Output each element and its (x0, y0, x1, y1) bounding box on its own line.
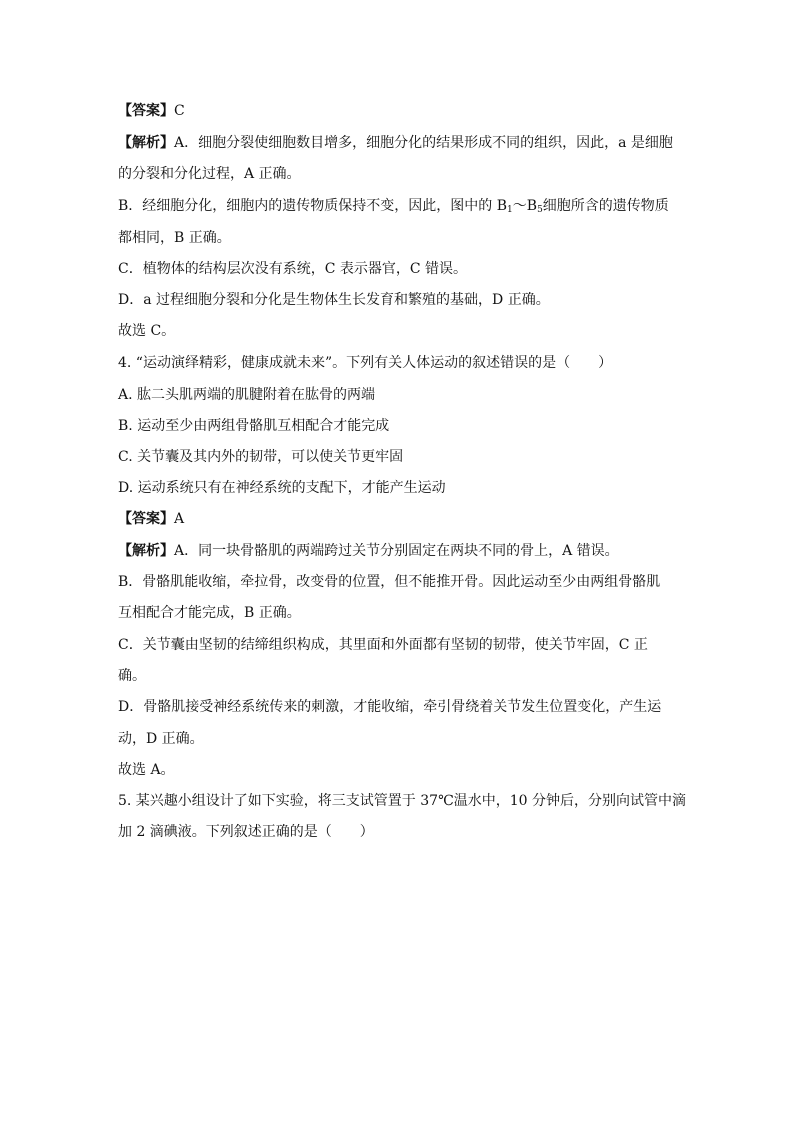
q3-analysis-line-d: D．a 过程细胞分裂和分化是生物体生长发育和繁殖的基础，D 正确。 (118, 292, 550, 308)
q5-stem-line-2: 加 2 滴碘液。下列叙述正确的是（ ） (118, 824, 374, 840)
q4-answer-line (118, 509, 184, 529)
q4-analysis-line-a (118, 541, 619, 561)
answer-label: 【答案】 (118, 103, 174, 119)
q4-analysis-line-d-cont: 动，D 正确。 (118, 731, 204, 747)
q4-option-b: B. 运动至少由两组骨骼肌互相配合才能完成 (118, 418, 390, 434)
q4-option-d: D. 运动系统只有在神经系统的支配下，才能产生运动 (118, 480, 446, 496)
subscript-1: 1 (507, 205, 513, 215)
q4-conclusion: 故选 A。 (118, 762, 175, 778)
q3-analysis-line-c: C．植物体的结构层次没有系统，C 表示器官，C 错误。 (118, 261, 468, 277)
q3-conclusion: 故选 C。 (118, 323, 176, 339)
q5-stem-line-1: 5. 某兴趣小组设计了如下实验，将三支试管置于 37℃温水中，10 分钟后，分别向试管中滴 (118, 793, 686, 809)
q3-answer-line (118, 101, 185, 121)
q4-analysis-line-b-cont: 互相配合才能完成，B 正确。 (118, 605, 301, 621)
subscript-5: 5 (537, 205, 543, 215)
analysis-label: 【解析】 (118, 543, 174, 559)
q4-analysis-line-d: D．骨骼肌接受神经系统传来的刺激，才能收缩，牵引骨绕着关节发生位置变化，产生运 (118, 699, 662, 715)
q3-analysis-line-b (118, 196, 669, 216)
q3-analysis-line-a-cont: 的分裂和分化过程，A 正确。 (118, 166, 301, 182)
q4-analysis-line-c-cont: 确。 (118, 668, 146, 684)
answer-label: 【答案】 (118, 511, 174, 527)
q3-analysis-line-b-cont: 都相同，B 正确。 (118, 230, 231, 246)
q3-analysis-line-a (118, 133, 673, 153)
q4-analysis-line-b: B．骨骼肌能收缩，牵拉骨，改变骨的位置，但不能推开骨。因此运动至少由两组骨骼肌 (118, 574, 661, 590)
q4-analysis-line-c: C．关节囊由坚韧的结缔组织构成，其里面和外面都有坚韧的韧带，使关节牢固，C 正 (118, 637, 648, 653)
q4-stem: 4. “运动演绎精彩，健康成就未来”。下列有关人体运动的叙述错误的是（ ） (118, 355, 613, 371)
analysis-text: A．同一块骨骼肌的两端跨过关节分别固定在两块不同的骨上，A 错误。 (174, 543, 619, 559)
analysis-label: 【解析】 (118, 135, 174, 151)
line-b-post: 细胞所含的遗传物质 (542, 198, 669, 214)
q4-option-a: A. 肱二头肌两端的肌腱附着在肱骨的两端 (118, 387, 376, 403)
line-b-mid: ～B (512, 198, 538, 214)
q4-option-c: C. 关节囊及其内外的韧带，可以使关节更牢固 (118, 449, 404, 465)
line-b-pre: B．经细胞分化，细胞内的遗传物质保持不变，因此，图中的 B (118, 198, 508, 214)
analysis-text: A．细胞分裂使细胞数目增多，细胞分化的结果形成不同的组织，因此，a 是细胞 (174, 135, 673, 151)
answer-value: C (174, 103, 185, 119)
answer-value: A (174, 511, 185, 527)
